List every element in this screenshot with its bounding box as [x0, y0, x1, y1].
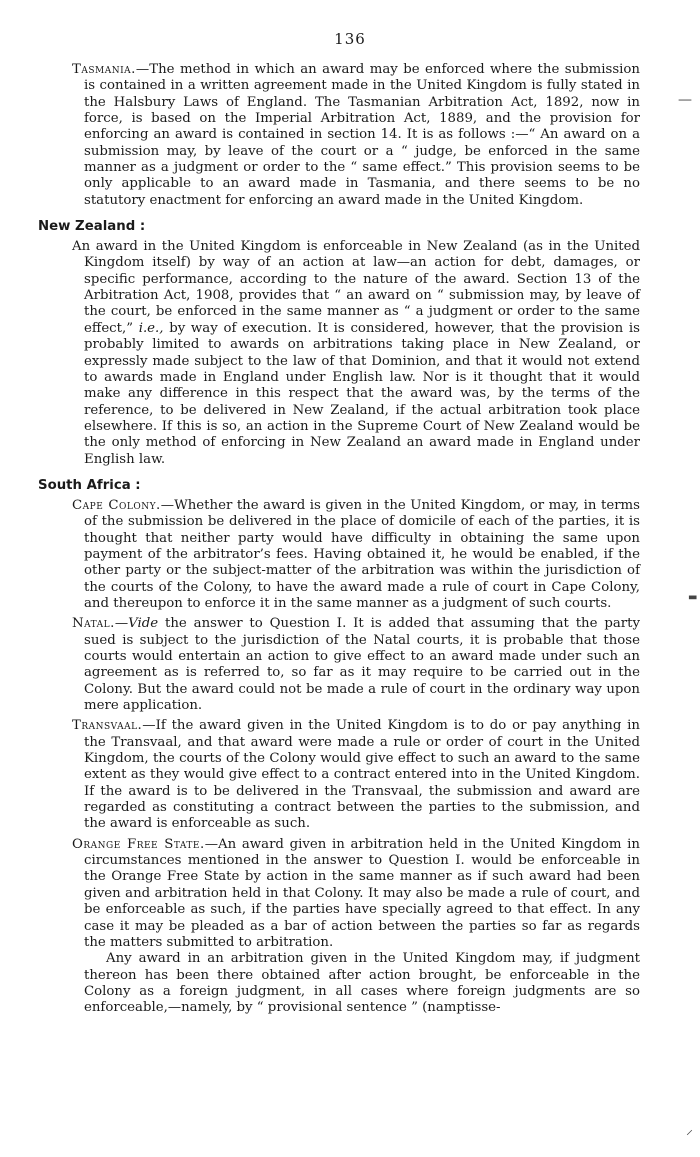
orange-free-state-paragraph-2 [38, 951, 640, 1016]
orange-free-state-label: Orange Free State. [72, 836, 205, 852]
new-zealand-heading: New Zealand : [38, 219, 146, 235]
tasmania-label: Tasmania. [72, 62, 136, 77]
nz-text-italic: i.e., [138, 320, 164, 336]
transvaal-paragraph [38, 718, 640, 832]
natal-text: the answer to Question I. It is added that assuming that the party sued is subject to the jurisdiction of the Natal courts, it is probable that those courts would entertain an action to give effect to an award made under such an agreement as is referred to, so far as it may require to be carried out in the Colony. But the award could not be made a rule of court in the ordinary way upon mere application. [84, 616, 640, 714]
page-number: 136 [334, 30, 366, 48]
margin-mark-dash: — [678, 92, 692, 108]
orange-free-state-paragraph [38, 837, 640, 951]
tasmania-text: —The method in which an award may be enforced where the submission is contained in a written agreement made in the United Kingdom is fully stated in the Halsbury Laws of England. The Tasmanian Arbitration Act, 1892, now in force, is based on the Imperial Arbitration Act, 1889, and the provision for enforcing an award is contained in section 14. It is as follows :—“ An award on a submission may, by leave of the court or a “ judge, be enforced in the same manner as a judgment or order to the “ same effect.” This provision seems to be only applicable to an award made in Tasmania, and there seems to be no statutory enactment for enforcing an award made in the United Kingdom. [84, 62, 640, 208]
cape-colony-label: Cape Colony. [72, 497, 161, 513]
natal-dash: — [114, 616, 129, 632]
transvaal-text: —If the award given in the United Kingdom is to do or pay anything in the Transvaal, and that award were made a rule or order of court in the United Kingdom, the courts of the Colony would give effect to such an award to the same extent as they would give effect to a contract entered into in the United Kingdom. If the award is to be delivered in the Transvaal, the submission and award are regarded as constituting a contract between the parties to the submission, and the award is enforceable as such. [84, 718, 640, 832]
margin-mark-bar: ▬ [688, 592, 698, 603]
orange-free-state-text-2: Any award in an arbitration given in the United Kingdom may, if judgment thereon has been there obtained after action brought, be enforceable in the Colony as a foreign judgment, in all cases where foreign judgments are so enforceable,—namely, by “ provisional sentence ” (namptisse- [84, 951, 640, 1016]
natal-vide: Vide [128, 616, 159, 632]
natal-label: Natal. [72, 616, 115, 632]
page-body [38, 62, 640, 1017]
orange-free-state-text: —An award given in arbitration held in the United Kingdom in circumstances mentioned in the answer to Question I. would be enforceable in the Orange Free State by action in the same manner as if such award had been given and arbitration held in that Colony. It may also be made a rule of court, and be enforceable as such, if the parties have specially agreed to that effect. In any case it may be pleaded as a bar of action between the parties so far as regards the matters submitted to arbitration. [84, 836, 640, 950]
cape-colony-paragraph [38, 498, 640, 612]
new-zealand-paragraph [38, 239, 640, 468]
nz-text-after: by way of execution. It is considered, however, that the provision is probably limited to awards on arbitrations taking place in New Zealand, or expressly made subject to the law of that Dominion, and that it would not extend to awards made in England under English law. Nor is it thought that it would make any difference in this respect that the award was, by the terms of the reference, to be delivered in New Zealand, if the actual arbitration took place elsewhere. If this is so, an action in the Supreme Court of New Zealand would be the only method of enforcing in New Zealand an award made in England under English law. [84, 320, 640, 467]
natal-paragraph [38, 616, 640, 714]
tasmania-paragraph [38, 62, 640, 209]
transvaal-label: Transvaal. [72, 718, 143, 734]
south-africa-heading: South Africa : [38, 477, 141, 493]
nz-text-before: An award in the United Kingdom is enforceable in New Zealand (as in the United Kingdom itself) by way of an action at law—an action for debt, damages, or specific performance, according to the nature of the award. Section 13 of the Arbitration Act, 1908, provides that “ an award on “ submission may, by leave of the court, be enforced in the same manner as “ a judgment or order to the same effect,” [72, 239, 640, 336]
cape-colony-text: —Whether the award is given in the United Kingdom, or may, in terms of the submission be delivered in the place of domicile of each of the parties, it is thought that neither party would have difficulty in obtaining the same upon payment of the arbitrator’s fees. Having obtained it, he would be enabled, if the other party or the subject-matter of the arbitration was within the jurisdiction of the courts of the Colony, to have the award made a rule of court in Cape Colony, and thereupon to enforce it in the same manner as a judgment of such courts. [84, 497, 640, 611]
margin-mark-tick: ⸝ [686, 1122, 693, 1138]
